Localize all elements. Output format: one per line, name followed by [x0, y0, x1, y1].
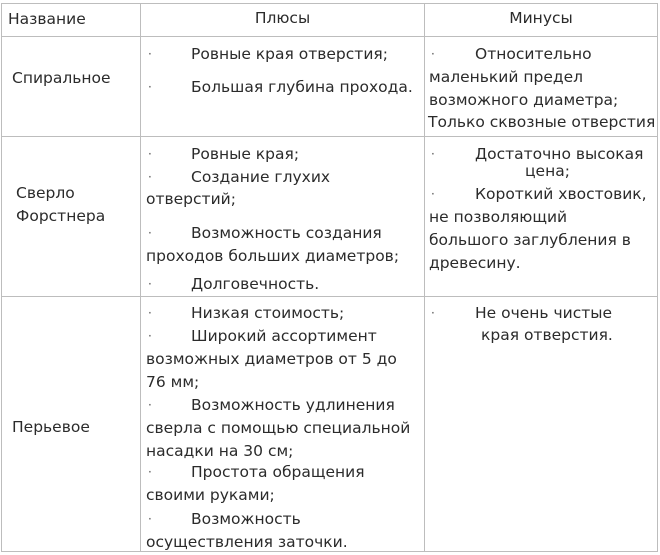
list-item: Достаточно высокая: [475, 145, 644, 163]
bullet: ·: [431, 47, 435, 61]
row-divider-1: [1, 136, 658, 137]
bullet: ·: [148, 465, 152, 479]
table-border-left: [1, 3, 2, 552]
column-divider-2: [424, 3, 425, 552]
list-item: Возможность удлинения: [191, 396, 395, 414]
bullet: ·: [148, 398, 152, 412]
list-item: осуществления заточки.: [146, 533, 348, 551]
row-name-feather: Перьевое: [12, 418, 90, 436]
list-item: проходов больших диаметров;: [146, 247, 400, 265]
header-divider: [1, 36, 658, 37]
header-cons: Минусы: [509, 9, 573, 27]
list-item: Низкая стоимость;: [191, 304, 345, 322]
list-item: Относительно: [475, 45, 592, 63]
list-item: края отверстия.: [481, 326, 613, 344]
bullet: ·: [431, 147, 435, 161]
list-item: Большая глубина прохода.: [191, 78, 413, 96]
bullet: ·: [148, 226, 152, 240]
list-item: Долговечность.: [191, 275, 320, 293]
column-divider-1: [140, 3, 141, 552]
bullet: ·: [148, 329, 152, 343]
bullet: ·: [148, 147, 152, 161]
list-item: цена;: [525, 162, 570, 180]
header-pros: Плюсы: [254, 9, 311, 27]
list-item: Возможность создания: [191, 224, 382, 242]
list-item: большого заглубления в: [429, 231, 631, 249]
list-item: возможных диаметров от 5 до: [146, 350, 397, 368]
list-item: Ровные края отверстия;: [191, 45, 388, 63]
bullet: ·: [431, 187, 435, 201]
bullet: ·: [431, 306, 435, 320]
comparison-table: [1, 3, 658, 552]
row-name-forstner-1: Сверло: [16, 184, 75, 202]
list-item: Только сквозные отверстия: [428, 113, 656, 131]
bullet: ·: [148, 512, 152, 526]
list-item: возможного диаметра;: [429, 91, 619, 109]
bullet: ·: [148, 170, 152, 184]
list-item: Возможность: [191, 510, 301, 528]
list-item: Создание глухих: [191, 168, 331, 186]
list-item: маленький предел: [429, 68, 584, 86]
list-item: отверстий;: [146, 190, 236, 208]
list-item: Простота обращения: [191, 463, 365, 481]
table-border-top: [1, 3, 658, 4]
table-border-right: [657, 3, 658, 552]
bullet: ·: [148, 47, 152, 61]
list-item: насадки на 30 см;: [146, 442, 294, 460]
bullet: ·: [148, 277, 152, 291]
list-item: сверла с помощью специальной: [146, 419, 411, 437]
row-name-spiral: Спиральное: [12, 69, 111, 87]
list-item: не позволяющий: [429, 208, 568, 226]
list-item: Не очень чистые: [475, 304, 613, 322]
list-item: Широкий ассортимент: [191, 327, 377, 345]
list-item: древесину.: [429, 254, 521, 272]
list-item: Ровные края;: [191, 145, 300, 163]
bullet: ·: [148, 306, 152, 320]
list-item: Короткий хвостовик,: [475, 185, 647, 203]
bullet: ·: [148, 80, 152, 94]
header-name: Название: [8, 10, 86, 28]
list-item: своими руками;: [146, 486, 275, 504]
row-divider-2: [1, 296, 658, 297]
row-name-forstner-2: Форстнера: [16, 207, 106, 225]
list-item: 76 мм;: [146, 373, 200, 391]
